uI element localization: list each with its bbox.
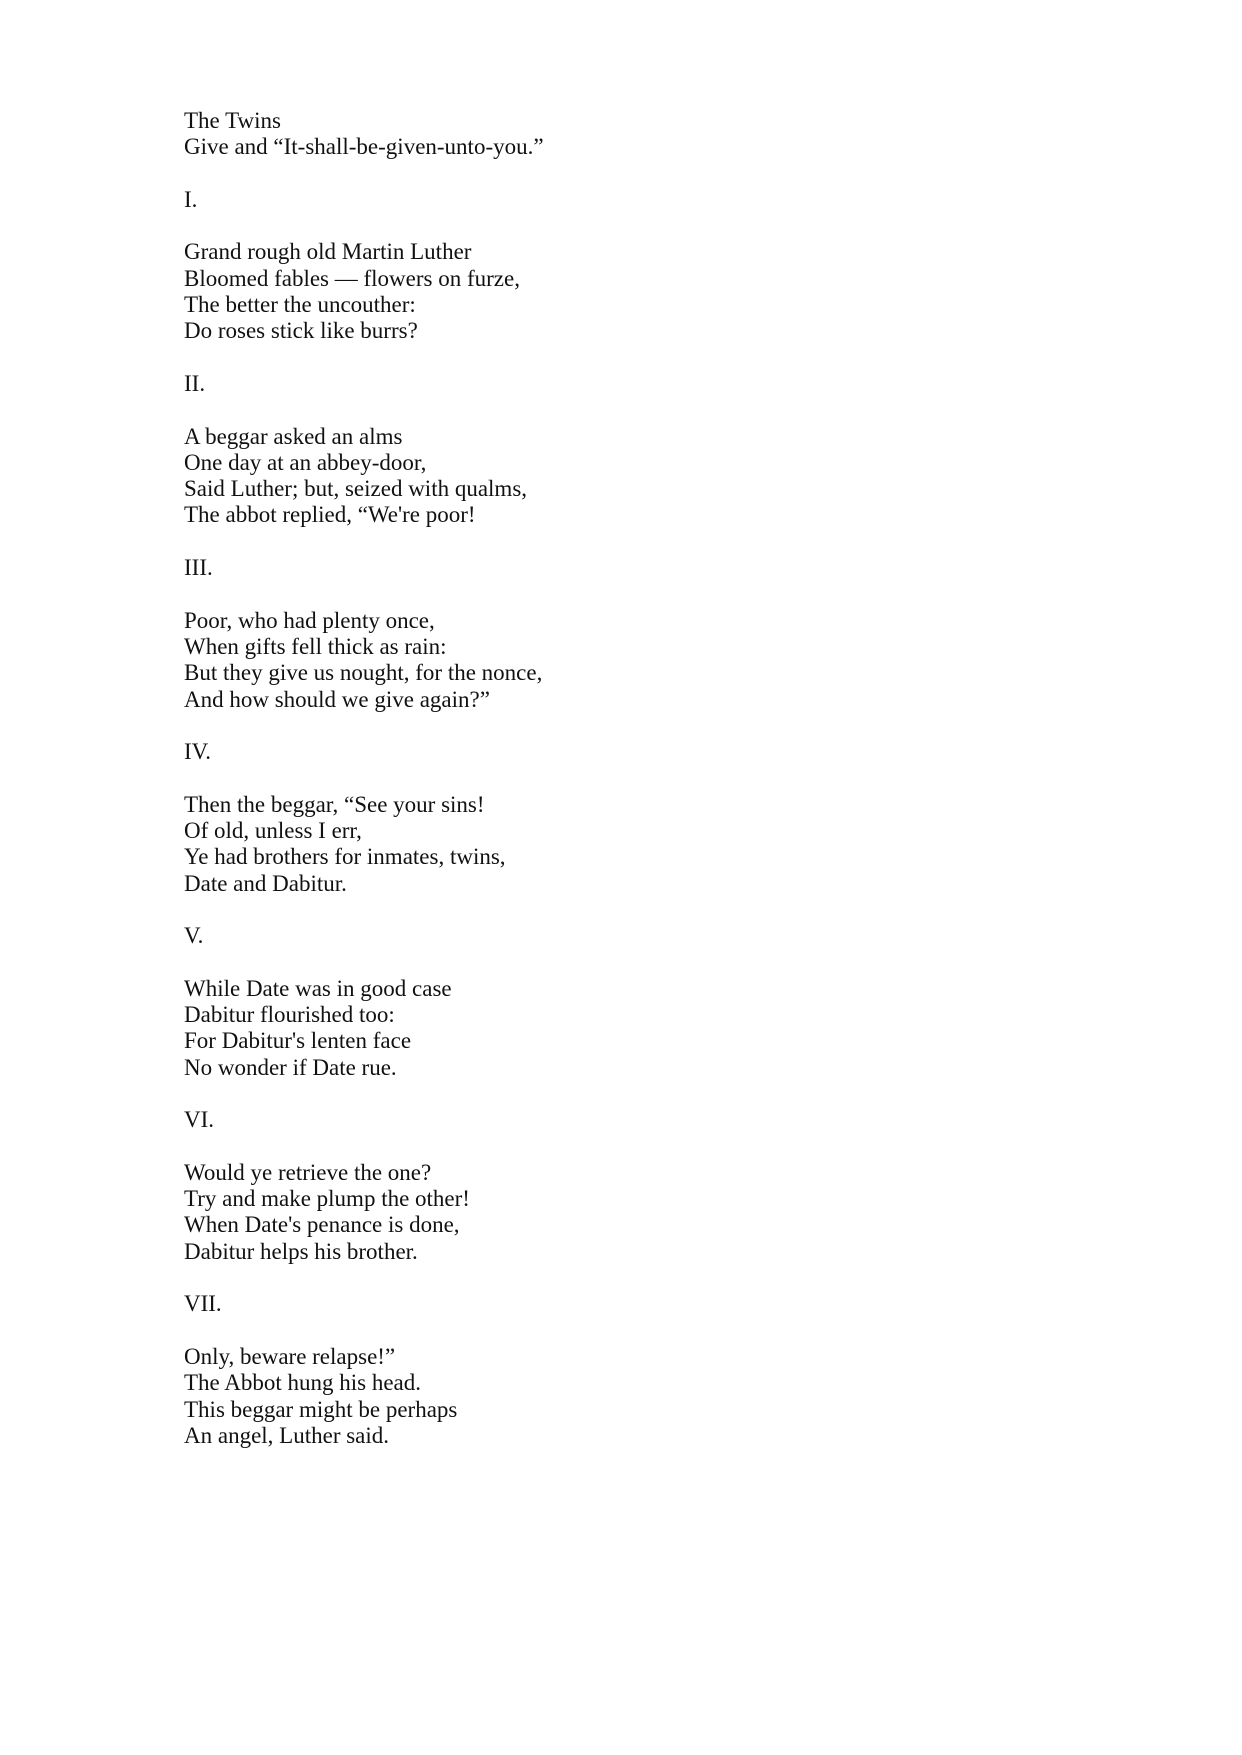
spacer: [184, 713, 1084, 739]
spacer: [184, 1134, 1084, 1160]
stanza-5: [184, 923, 1084, 1107]
verse-line: Of old, unless I err,: [184, 818, 362, 844]
verse-line: While Date was in good case: [184, 975, 452, 1001]
verse-line: Do roses stick like burrs?: [184, 318, 418, 344]
stanza-4: [184, 739, 1084, 923]
verse-line: When Date's penance is done,: [184, 1212, 460, 1238]
spacer: [184, 1081, 1084, 1107]
verse-line: Would ye retrieve the one?: [184, 1159, 432, 1185]
verse-line: Only, beware relapse!”: [184, 1343, 396, 1369]
stanza-numeral: III.: [184, 555, 213, 581]
stanza-numeral: VI.: [184, 1107, 215, 1133]
stanza-6: [184, 1107, 1084, 1291]
stanza-numeral: V.: [184, 923, 204, 949]
stanza-numeral: II.: [184, 370, 206, 396]
spacer: [184, 765, 1084, 791]
spacer: [184, 345, 1084, 371]
stanza-numeral: VII.: [184, 1291, 222, 1317]
spacer: [184, 581, 1084, 607]
verse-line: Dabitur helps his brother.: [184, 1238, 418, 1264]
verse-line: A beggar asked an alms: [184, 423, 403, 449]
verse-line: The abbot replied, “We're poor!: [184, 502, 476, 528]
verse-line: This beggar might be perhaps: [184, 1396, 458, 1422]
verse-line: No wonder if Date rue.: [184, 1054, 397, 1080]
spacer: [184, 1265, 1084, 1291]
verse-line: Then the beggar, “See your sins!: [184, 791, 485, 817]
poem-title: The Twins: [184, 108, 281, 133]
verse-line: An angel, Luther said.: [184, 1422, 390, 1448]
spacer: [184, 1318, 1084, 1344]
verse-line: Poor, who had plenty once,: [184, 607, 435, 633]
spacer: [184, 397, 1084, 423]
verse-line: Try and make plump the other!: [184, 1186, 470, 1212]
verse-line: Said Luther; but, seized with qualms,: [184, 476, 528, 502]
verse-line: And how should we give again?”: [184, 686, 490, 712]
verse-line: When gifts fell thick as rain:: [184, 633, 447, 659]
verse-line: The Abbot hung his head.: [184, 1370, 421, 1396]
verse-line: The better the uncouther:: [184, 292, 416, 318]
verse-line: Dabitur flourished too:: [184, 1002, 395, 1028]
spacer: [184, 213, 1084, 239]
verse-line: But they give us nought, for the nonce,: [184, 660, 543, 686]
stanza-1: [184, 187, 1084, 371]
verse-line: One day at an abbey-door,: [184, 449, 427, 475]
poem-subtitle: Give and “It-shall-be-given-unto-you.”: [184, 134, 544, 160]
spacer: [184, 529, 1084, 555]
verse-line: Ye had brothers for inmates, twins,: [184, 844, 506, 870]
poem-page: [184, 108, 1084, 1449]
stanza-2: [184, 371, 1084, 555]
spacer: [184, 950, 1084, 976]
stanza-7: [184, 1291, 1084, 1449]
stanza-3: [184, 555, 1084, 739]
stanza-numeral: I.: [184, 186, 198, 212]
spacer: [184, 897, 1084, 923]
verse-line: For Dabitur's lenten face: [184, 1028, 412, 1054]
spacer: [184, 161, 1084, 187]
verse-line: Grand rough old Martin Luther: [184, 239, 472, 265]
stanza-numeral: IV.: [184, 739, 212, 765]
verse-line: Date and Dabitur.: [184, 870, 347, 896]
verse-line: Bloomed fables — flowers on furze,: [184, 265, 520, 291]
